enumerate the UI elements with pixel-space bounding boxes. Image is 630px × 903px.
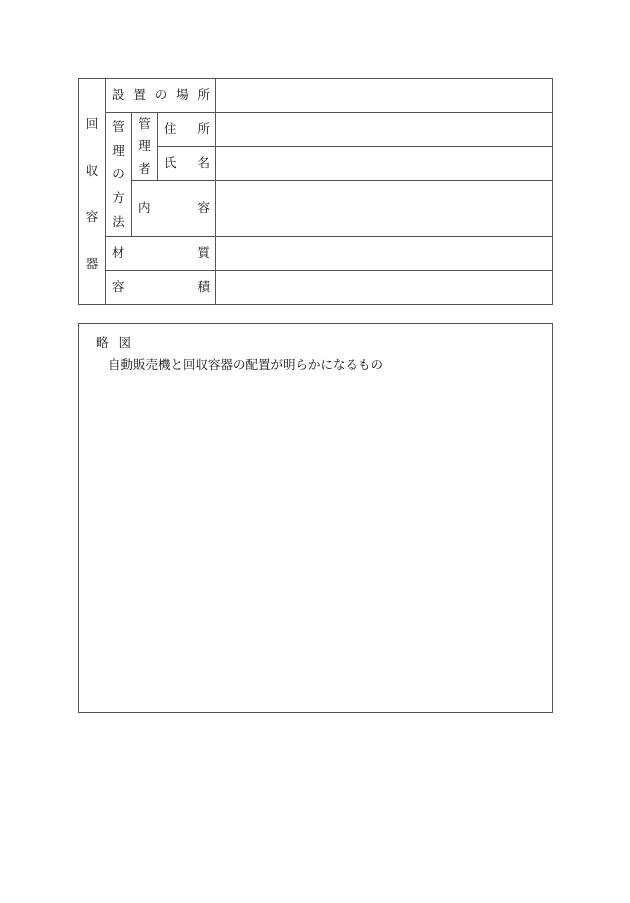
group-label-char-1: 回 (85, 116, 99, 131)
volume-value-cell[interactable] (215, 270, 553, 305)
content-label: 内 容 (138, 200, 210, 216)
volume-label: 容 積 (112, 279, 210, 295)
name-value-cell[interactable] (215, 146, 553, 181)
name-label: 氏 名 (164, 155, 210, 171)
material-value-cell[interactable] (215, 236, 553, 271)
sketch-box[interactable] (78, 323, 553, 713)
location-label: 設 置 の 場 所 (112, 87, 210, 103)
manager-label: 管 理 者 (138, 116, 151, 176)
group-label-char-2: 収 (85, 162, 99, 178)
material-label: 材 質 (112, 245, 210, 261)
location-value-cell[interactable] (215, 78, 553, 113)
group-label (78, 118, 106, 270)
sketch-note: 自動販売機と回収容器の配置が明らかになるもの (108, 357, 384, 372)
address-label: 住 所 (164, 121, 210, 137)
group-label-char-4: 器 (85, 255, 99, 271)
sketch-heading: 略図 (96, 335, 142, 350)
content-value-cell[interactable] (215, 180, 553, 237)
address-value-cell[interactable] (215, 112, 553, 147)
group-label-char-3: 容 (85, 209, 99, 224)
management-method-label: 管 理 の 方 法 (112, 119, 125, 229)
